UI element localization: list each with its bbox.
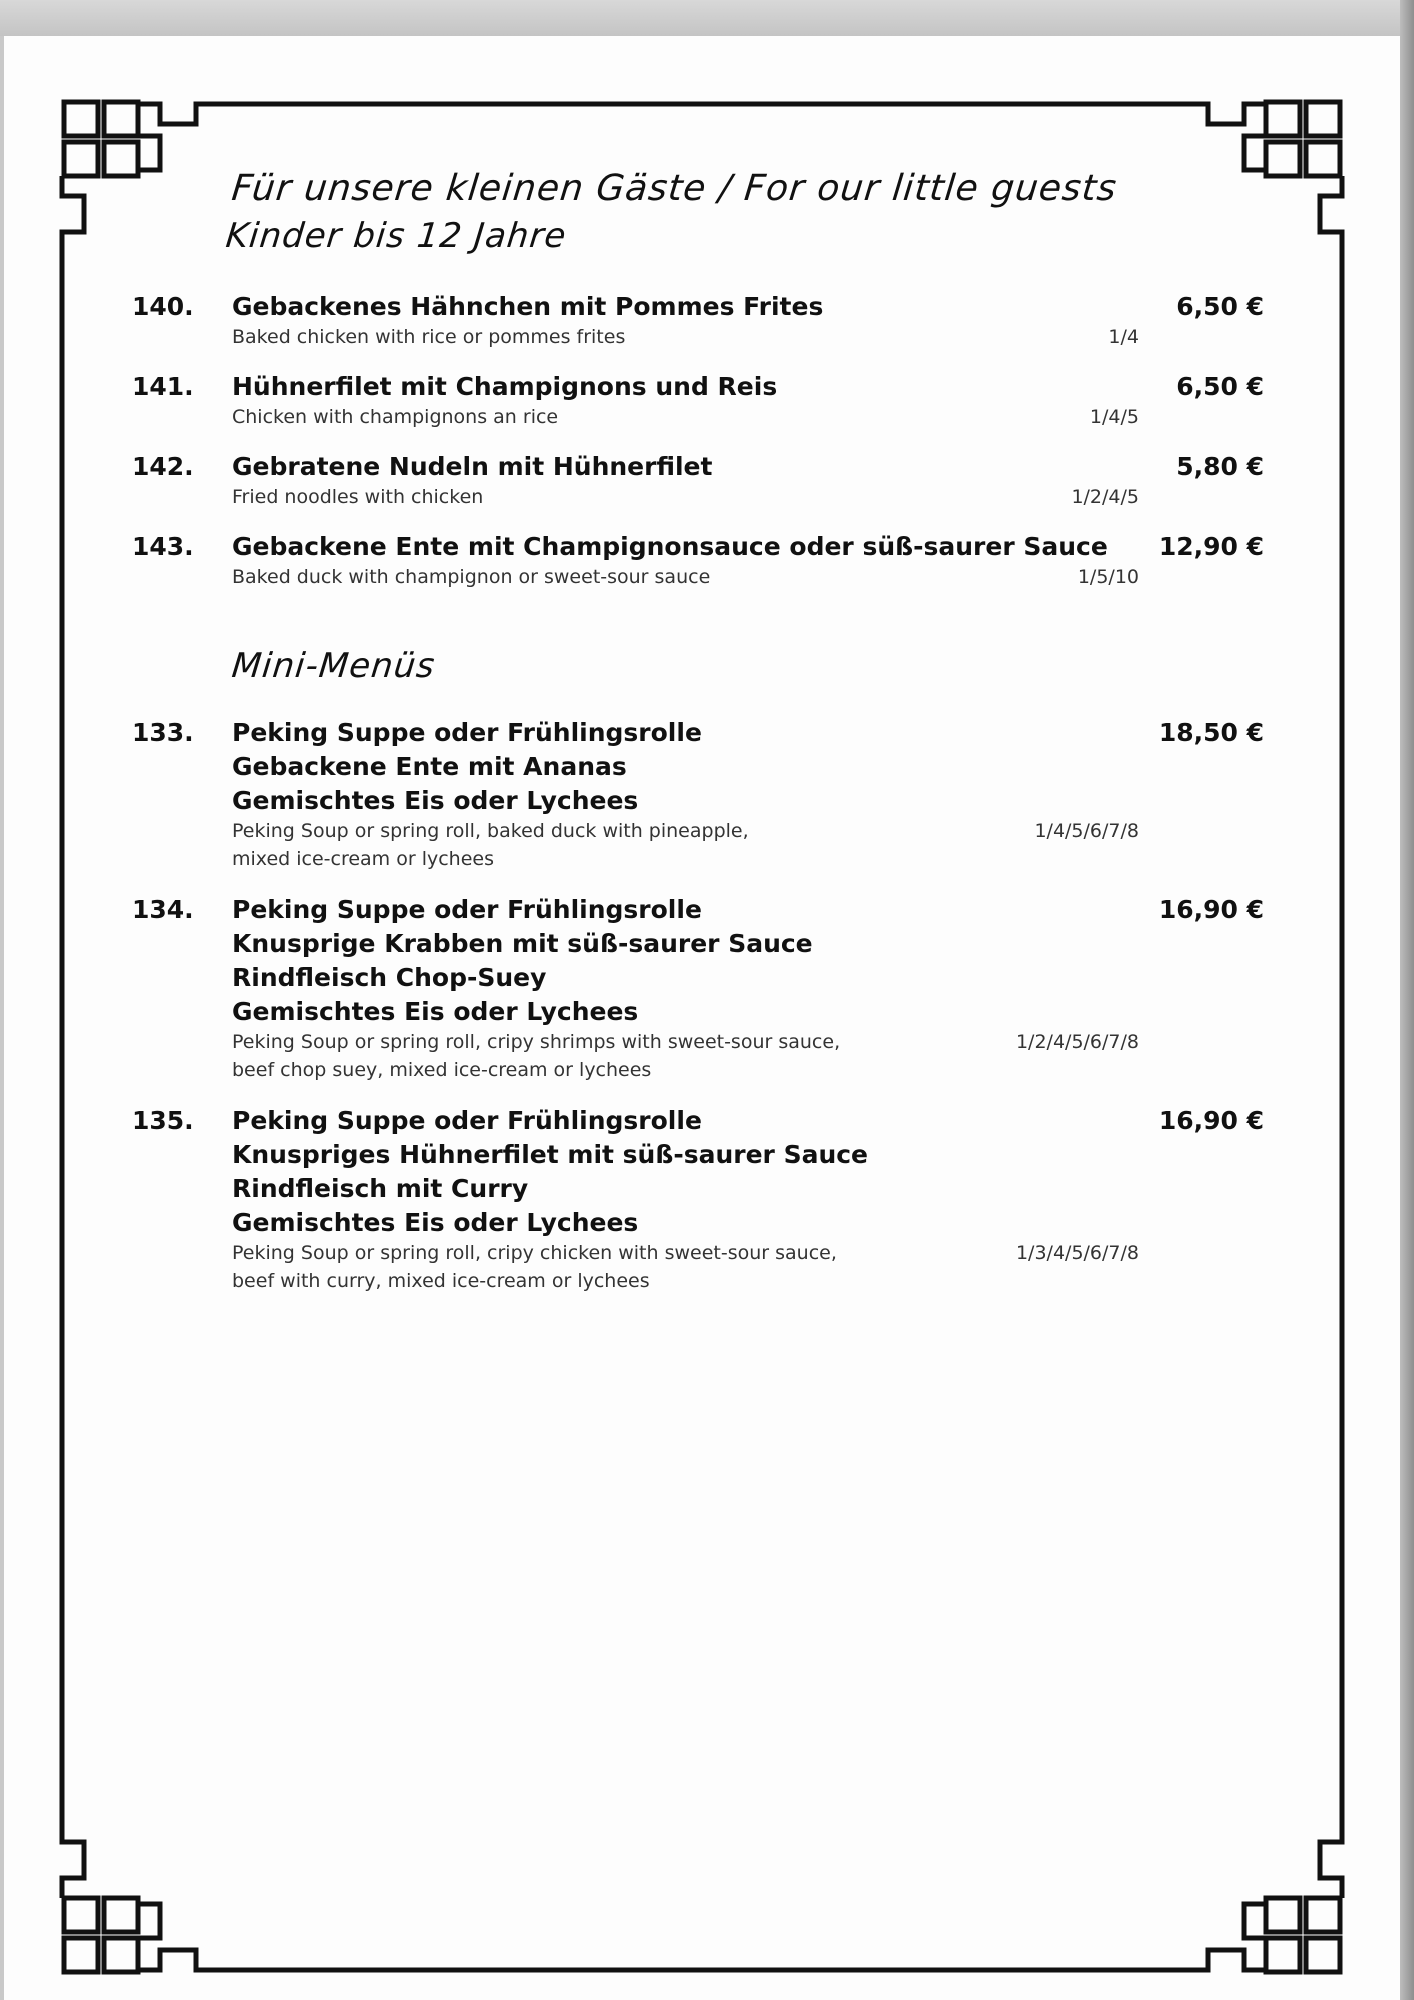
- item-price: 16,90 €: [1158, 1106, 1264, 1135]
- corner-ornament-bottom-left: [62, 1808, 228, 1972]
- item-allergen-codes: 1/2/4/5/6/7/8: [1015, 1031, 1139, 1053]
- item-title: Gemischtes Eis oder Lychees: [232, 1208, 639, 1237]
- item-description: beef with curry, mixed ice-cream or lychees: [232, 1270, 650, 1292]
- item-description: beef chop suey, mixed ice-cream or lychees: [232, 1059, 652, 1081]
- item-description: Baked chicken with rice or pommes frites: [232, 326, 626, 348]
- item-price: 6,50 €: [1176, 372, 1264, 401]
- item-title: Peking Suppe oder Frühlingsrolle: [232, 718, 702, 747]
- item-number: 133.: [132, 718, 194, 747]
- item-title: Gebratene Nudeln mit Hühnerfilet: [232, 452, 713, 481]
- item-title: Gebackene Ente mit Ananas: [232, 752, 627, 781]
- item-description: Baked duck with champignon or sweet-sour sauce: [232, 566, 711, 588]
- item-title: Knuspriges Hühnerfilet mit süß-saurer Sauce: [232, 1140, 869, 1169]
- section-heading-kids: Für unsere kleinen Gäste / For our little guests: [229, 168, 1119, 209]
- item-number: 140.: [132, 292, 194, 321]
- section-heading-mini-menus: Mini-Menüs: [229, 646, 438, 686]
- item-description: mixed ice-cream or lychees: [232, 848, 494, 870]
- item-description: Fried noodles with chicken: [232, 486, 484, 508]
- item-number: 141.: [132, 372, 194, 401]
- item-price: 5,80 €: [1176, 452, 1264, 481]
- item-title: Peking Suppe oder Frühlingsrolle: [232, 895, 702, 924]
- item-number: 143.: [132, 532, 194, 561]
- item-price: 12,90 €: [1158, 532, 1264, 561]
- item-allergen-codes: 1/4/5: [1089, 406, 1139, 428]
- corner-ornament-top-left: [62, 102, 228, 268]
- item-description: Chicken with champignons an rice: [232, 406, 559, 428]
- item-number: 142.: [132, 452, 194, 481]
- item-price: 18,50 €: [1158, 718, 1264, 747]
- item-allergen-codes: 1/4/5/6/7/8: [1034, 820, 1139, 842]
- item-title: Gemischtes Eis oder Lychees: [232, 997, 639, 1026]
- item-title: Rindfleisch Chop-Suey: [232, 963, 547, 992]
- item-title: Knusprige Krabben mit süß-saurer Sauce: [232, 929, 813, 958]
- item-number: 135.: [132, 1106, 194, 1135]
- corner-ornament-bottom-right: [1186, 1808, 1342, 1972]
- item-title: Peking Suppe oder Frühlingsrolle: [232, 1106, 702, 1135]
- item-description: Peking Soup or spring roll, baked duck with pineapple,: [232, 820, 749, 842]
- item-title: Gemischtes Eis oder Lychees: [232, 786, 639, 815]
- item-description: Peking Soup or spring roll, cripy chicken with sweet-sour sauce,: [232, 1242, 837, 1264]
- section-subheading-kids-age: Kinder bis 12 Jahre: [223, 216, 569, 256]
- corner-ornament-top-right: [1186, 102, 1342, 268]
- item-title: Rindfleisch mit Curry: [232, 1174, 529, 1203]
- item-allergen-codes: 1/4: [1108, 326, 1139, 348]
- item-allergen-codes: 1/3/4/5/6/7/8: [1015, 1242, 1139, 1264]
- item-title: Gebackene Ente mit Champignonsauce oder süß-saurer Sauce: [232, 532, 1108, 561]
- item-allergen-codes: 1/5/10: [1077, 566, 1139, 588]
- item-description: Peking Soup or spring roll, cripy shrimps with sweet-sour sauce,: [232, 1031, 841, 1053]
- item-title: Gebackenes Hähnchen mit Pommes Frites: [232, 292, 824, 321]
- item-allergen-codes: 1/2/4/5: [1071, 486, 1139, 508]
- item-title: Hühnerfilet mit Champignons und Reis: [232, 372, 778, 401]
- item-price: 6,50 €: [1176, 292, 1264, 321]
- item-number: 134.: [132, 895, 194, 924]
- item-price: 16,90 €: [1158, 895, 1264, 924]
